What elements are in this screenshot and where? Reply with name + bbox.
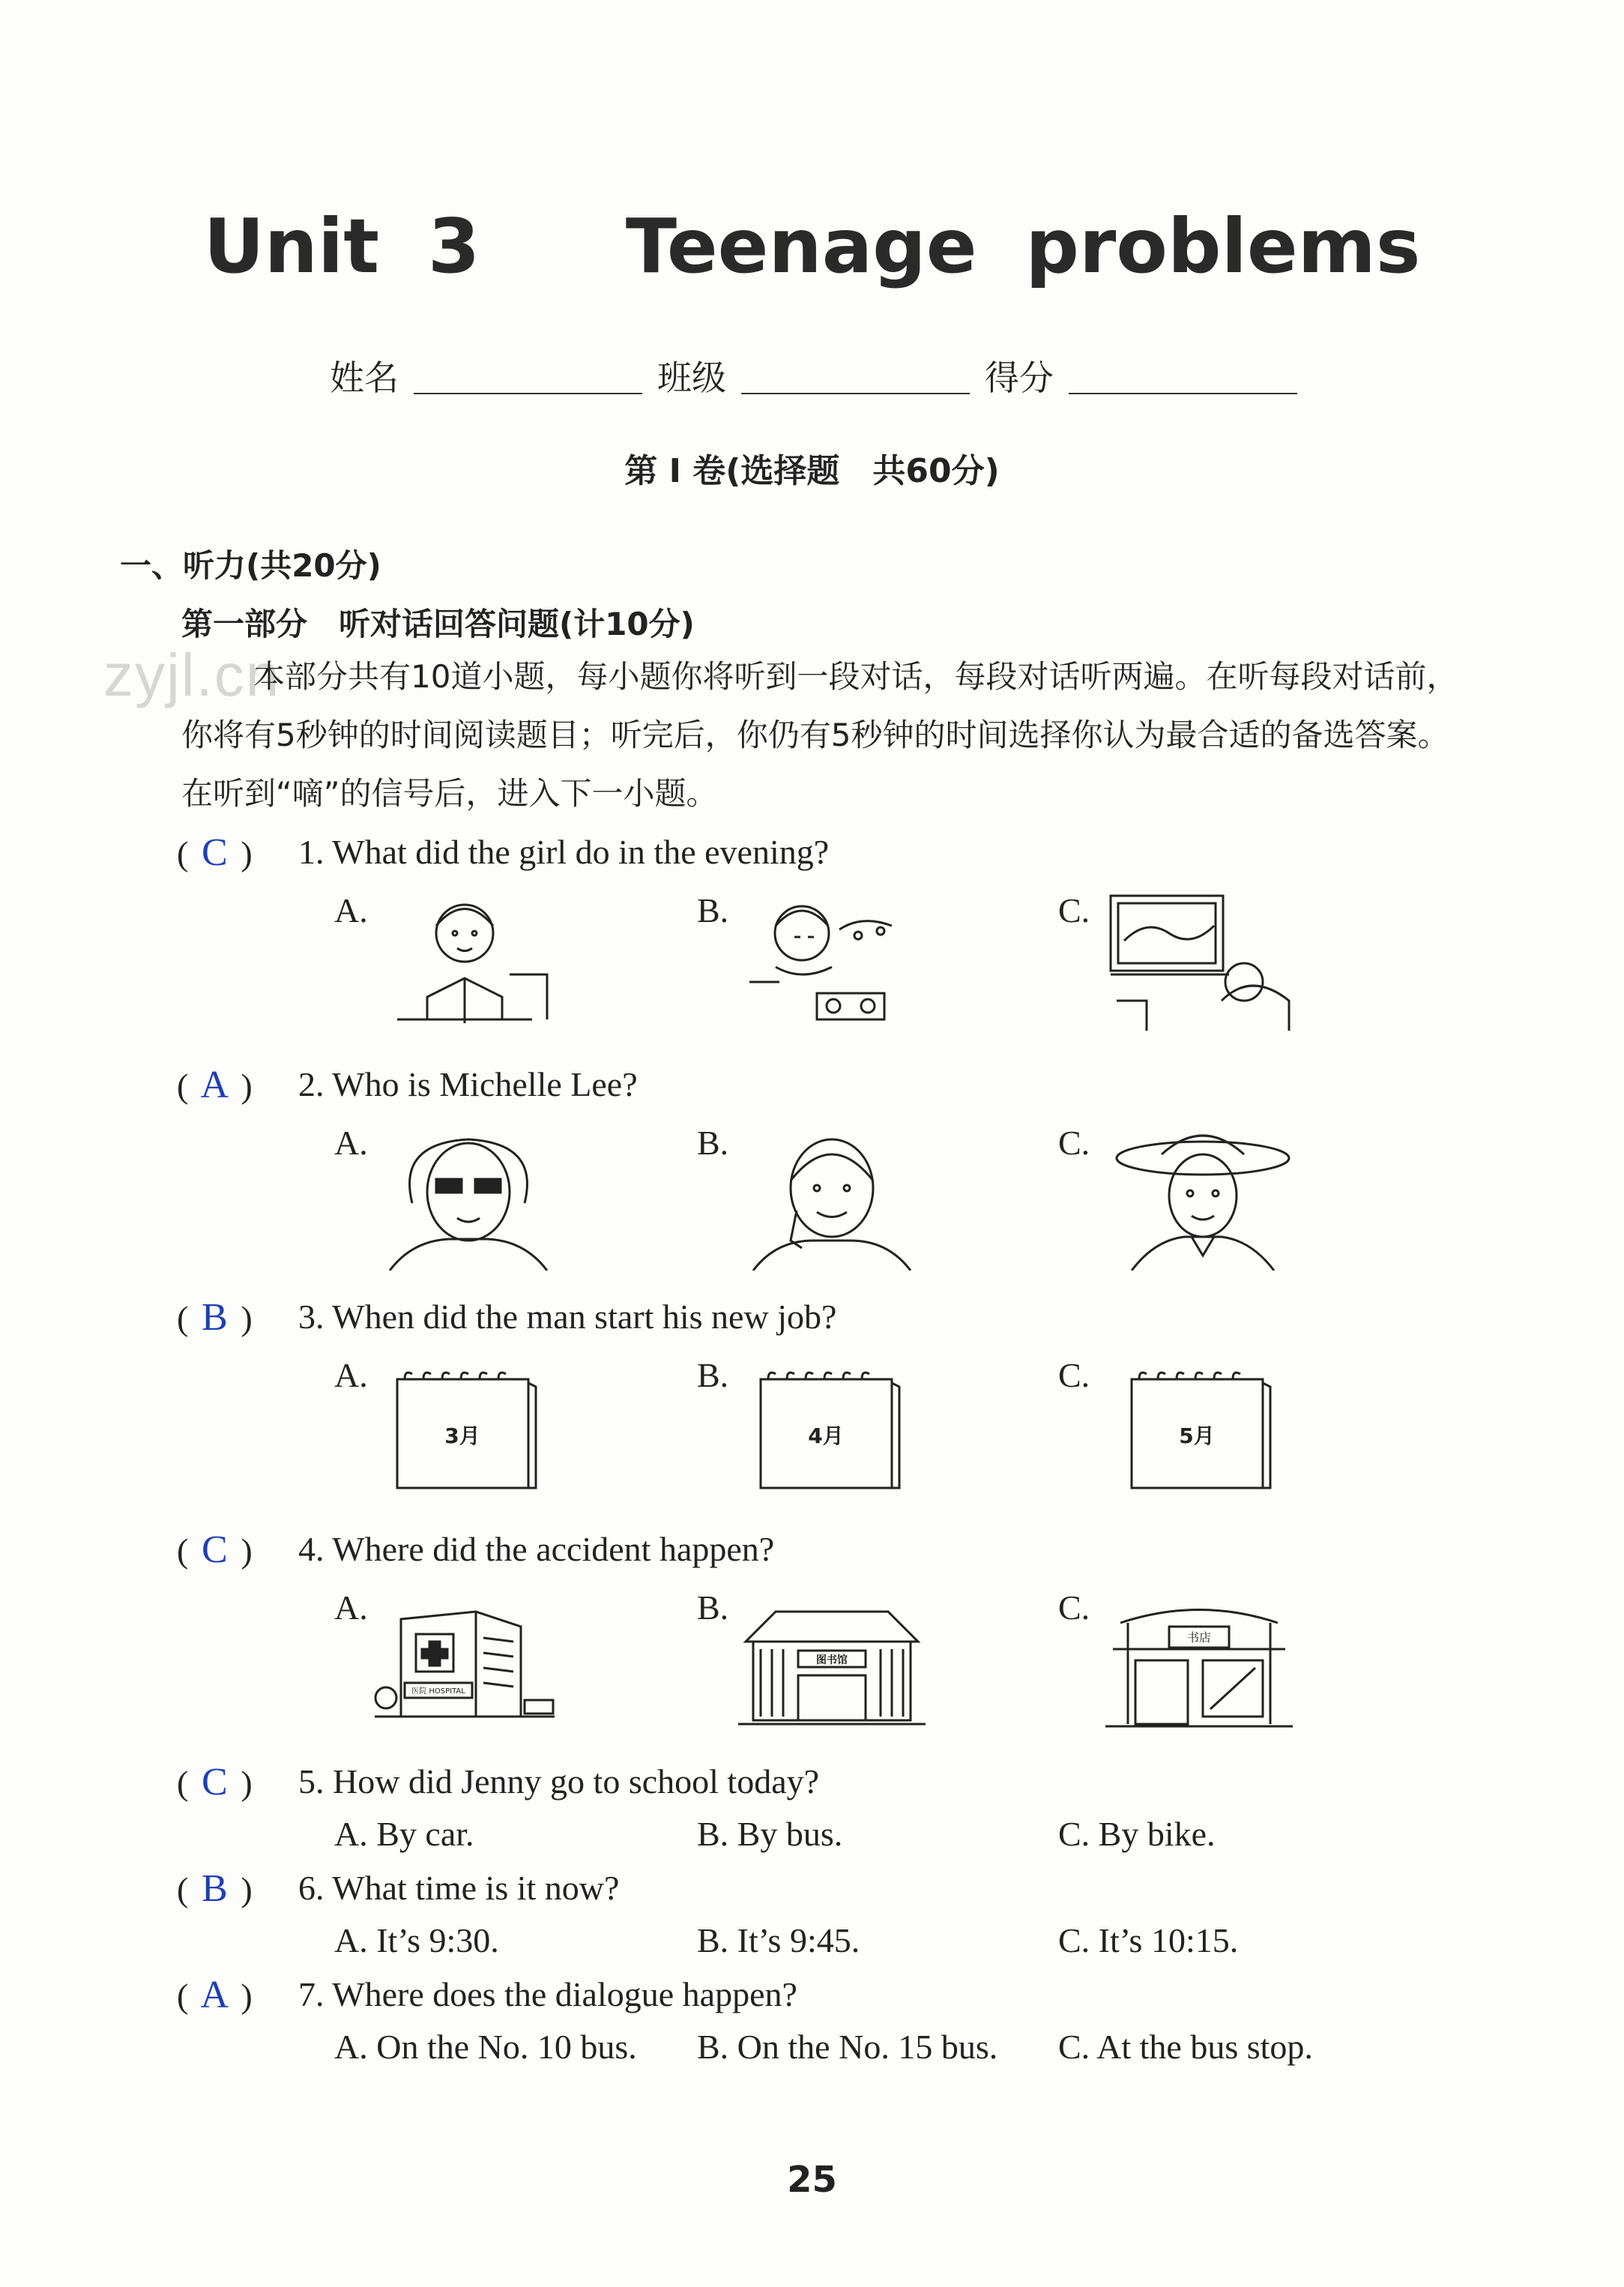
paper-heading: 第 I 卷(选择题 共60分) — [624, 452, 1000, 490]
answer-paren-6: ( B ) — [177, 1867, 253, 1910]
option-label: C. — [1058, 1124, 1090, 1162]
answer-3[interactable]: B — [201, 1296, 228, 1339]
answer-paren-3: ( B ) — [177, 1296, 253, 1339]
name-label: 姓名 — [330, 358, 399, 398]
watching-tv-image[interactable] — [1102, 888, 1297, 1031]
class-label: 班级 — [657, 358, 726, 398]
question-7: 7. Where does the dialogue happen? — [298, 1975, 797, 2013]
class-blank[interactable] — [741, 393, 970, 394]
option-text: A. On the No. 10 bus. — [334, 2028, 637, 2066]
calendar-label: 3月 — [444, 1423, 480, 1448]
page-number: 25 — [787, 2159, 837, 2201]
option-text: B. It’s 9:45. — [697, 1921, 860, 1959]
answer-7[interactable]: A — [200, 1974, 229, 2016]
option-text: C. By bike. — [1058, 1815, 1216, 1853]
question-2: 2. Who is Michelle Lee? — [298, 1065, 638, 1103]
calendar-march-image[interactable] — [390, 1368, 540, 1492]
page-title: Unit 3 Teenage problems — [203, 202, 1421, 290]
bookstore-image[interactable] — [1105, 1600, 1293, 1728]
option-label: A. — [334, 891, 368, 929]
option-label: C. — [1058, 1356, 1090, 1394]
answer-paren-1: ( C ) — [177, 831, 253, 874]
watermark: zyjl.cn — [103, 642, 281, 708]
option-label: B. — [697, 1588, 729, 1627]
option-label: C. — [1058, 891, 1090, 929]
option-text: A. It’s 9:30. — [334, 1921, 499, 1959]
option-label: A. — [334, 1124, 368, 1162]
answer-paren-5: ( C ) — [177, 1761, 253, 1804]
question-4: 4. Where did the accident happen? — [298, 1530, 775, 1568]
answer-1[interactable]: C — [201, 831, 228, 874]
hospital-image[interactable] — [371, 1604, 558, 1724]
question-3: 3. When did the man start his new job? — [298, 1298, 837, 1336]
score-blank[interactable] — [1069, 393, 1297, 394]
part-heading: 第一部分 听对话回答问题(计10分) — [181, 606, 695, 642]
answer-5[interactable]: C — [201, 1761, 228, 1804]
option-label: C. — [1058, 1588, 1090, 1627]
question-6: 6. What time is it now? — [298, 1869, 620, 1907]
option-label: A. — [334, 1356, 368, 1394]
answer-6[interactable]: B — [201, 1867, 228, 1910]
calendar-may-image[interactable] — [1124, 1368, 1274, 1492]
instructions: 本部分共有10道小题，每小题你将听到一段对话，每段对话听两遍。在听每段对话前，你将有5秒钟的时间阅读题目；听完后，你仍有5秒钟的时间选择你认为最合适的备选答案。在听到“嘀”的信号后，进入下一小题。 — [181, 658, 1458, 812]
option-text: C. At the bus stop. — [1058, 2028, 1313, 2066]
option-text: A. By car. — [334, 1815, 474, 1853]
answer-paren-7: ( A ) — [177, 1974, 253, 2016]
building-label: 医院 HOSPITAL — [411, 1687, 465, 1696]
score-label: 得分 — [985, 358, 1054, 398]
building-label: 图书馆 — [816, 1654, 848, 1666]
calendar-label: 5月 — [1179, 1423, 1215, 1448]
section-heading: 一、听力(共20分) — [120, 547, 381, 584]
option-label: B. — [697, 1124, 729, 1162]
woman-hat-image[interactable] — [1109, 1124, 1297, 1271]
option-label: B. — [697, 891, 729, 929]
woman-sunglasses-image[interactable] — [382, 1128, 555, 1271]
boy-listening-music-image[interactable] — [734, 892, 914, 1027]
woman-braid-image[interactable] — [746, 1128, 918, 1271]
answer-paren-4: ( C ) — [177, 1528, 253, 1571]
calendar-label: 4月 — [808, 1423, 844, 1448]
question-1: 1. What did the girl do in the evening? — [298, 833, 830, 871]
answer-paren-2: ( A ) — [177, 1064, 253, 1106]
option-text: C. It’s 10:15. — [1058, 1921, 1239, 1959]
option-text: B. On the No. 15 bus. — [697, 2028, 998, 2066]
option-text: B. By bus. — [697, 1815, 843, 1853]
answer-4[interactable]: C — [201, 1528, 228, 1571]
library-image[interactable] — [738, 1604, 926, 1728]
building-label: 书店 — [1186, 1630, 1212, 1645]
answer-2[interactable]: A — [200, 1064, 229, 1106]
calendar-april-image[interactable] — [753, 1368, 903, 1492]
question-5: 5. How did Jenny go to school today? — [298, 1762, 820, 1801]
girl-reading-image[interactable] — [375, 892, 555, 1027]
name-blank[interactable] — [414, 393, 642, 394]
option-label: B. — [697, 1356, 729, 1394]
student-info-row — [330, 351, 1312, 400]
option-label: A. — [334, 1588, 368, 1627]
